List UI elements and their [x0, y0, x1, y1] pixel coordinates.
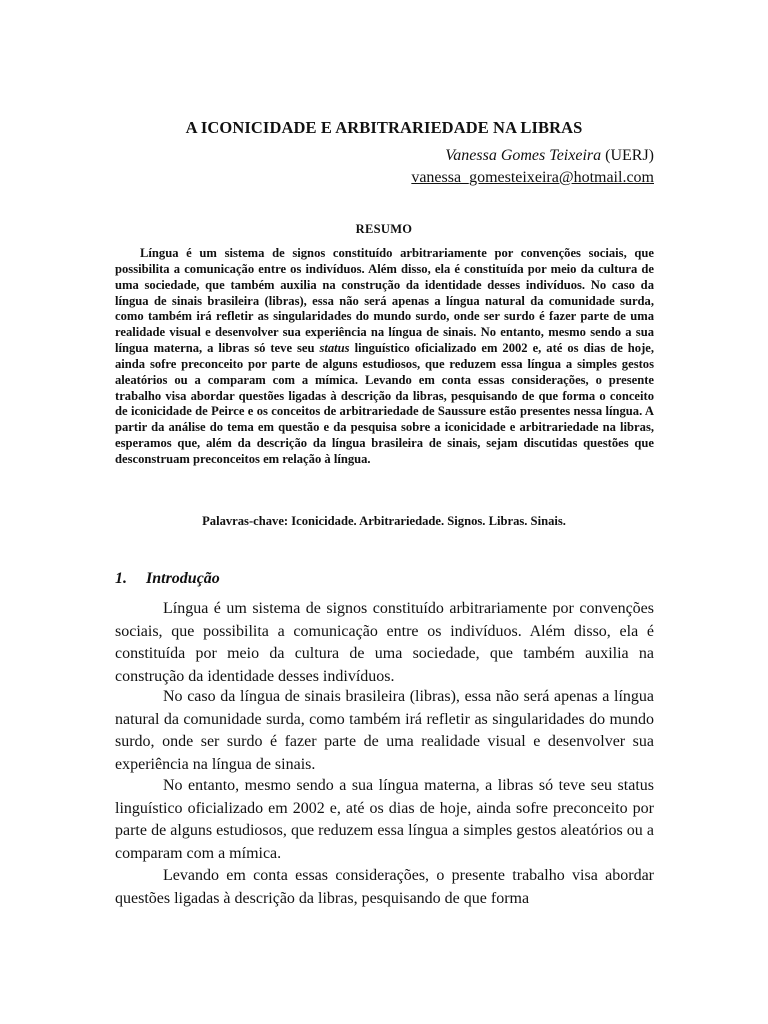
- abstract-text-part-1: Língua é um sistema de signos constituído arbitrariamente por convenções sociais, que possibilita a comunicação entre os indivíduos. Além disso, ela é constituída por meio da cultura de uma sociedade, que também auxilia na construção da identidade desses indivíduos. No caso da língua de sinais brasileira (libras), essa não será apenas a língua natural da comunidade surda, como também irá refletir as singularidades do mundo surdo, onde ser surdo é fazer parte de uma realidade visual e desenvolver sua experiência na língua de sinais. No entanto, mesmo sendo a sua língua materna, a libras só teve seu: [115, 246, 654, 356]
- abstract-italic-word: status: [319, 341, 350, 356]
- section-heading: [115, 570, 220, 588]
- section-title: Introdução: [146, 570, 220, 587]
- author-affiliation: (UERJ): [601, 147, 654, 164]
- keywords-line: Palavras-chave: Iconicidade. Arbitrariedade. Signos. Libras. Sinais.: [202, 514, 566, 528]
- abstract-body: [115, 246, 654, 468]
- body-paragraph: Levando em conta essas considerações, o presente trabalho visa abordar questões ligadas à descrição da libras, pesquisando de que forma: [115, 867, 654, 907]
- author-email[interactable]: vanessa_gomesteixeira@hotmail.com: [411, 169, 654, 186]
- abstract-heading: RESUMO: [355, 222, 413, 236]
- author-name: Vanessa Gomes Teixeira: [445, 147, 602, 164]
- body-paragraph: No caso da língua de sinais brasileira (libras), essa não será apenas a língua natural da comunidade surda, como também irá refletir as singularidades do mundo surdo, onde ser surdo é fazer parte de uma realidade visual e desenvolver sua experiência na língua de sinais.: [115, 688, 654, 773]
- body-paragraph: Língua é um sistema de signos constituído arbitrariamente por convenções sociais, que possibilita a comunicação entre os indivíduos. Além disso, ela é constituída por meio da cultura de uma sociedade, que também auxilia na construção da identidade desses indivíduos.: [115, 600, 654, 685]
- abstract-text-part-2: linguístico oficializado em 2002 e, até os dias de hoje, ainda sofre preconceito por parte de alguns estudiosos, que reduzem essa língua a simples gestos aleatórios ou a comparam com a mímica. Levando em conta essas considerações, o presente trabalho visa abordar questões ligadas à descrição da libras, pesquisando de que forma o conceito de iconicidade de Peirce e os conceitos de arbitrariedade de Saussure estão presentes nessa língua. A partir da análise do tema em questão e da pesquisa sobre a iconicidade e arbitrariedade na libras, esperamos que, além da descrição da língua brasileira de sinais, sejam discutidas questões que desconstruam preconceitos em relação à língua.: [115, 341, 654, 466]
- section-number: 1.: [115, 570, 127, 587]
- author-line: [445, 145, 654, 167]
- paper-title: A ICONICIDADE E ARBITRARIEDADE NA LIBRAS: [185, 118, 583, 137]
- body-paragraph: No entanto, mesmo sendo a sua língua materna, a libras só teve seu status linguístico oficializado em 2002 e, até os dias de hoje, ainda sofre preconceito por parte de alguns estudiosos, que reduzem essa língua a simples gestos aleatórios ou a comparam com a mímica.: [115, 777, 654, 862]
